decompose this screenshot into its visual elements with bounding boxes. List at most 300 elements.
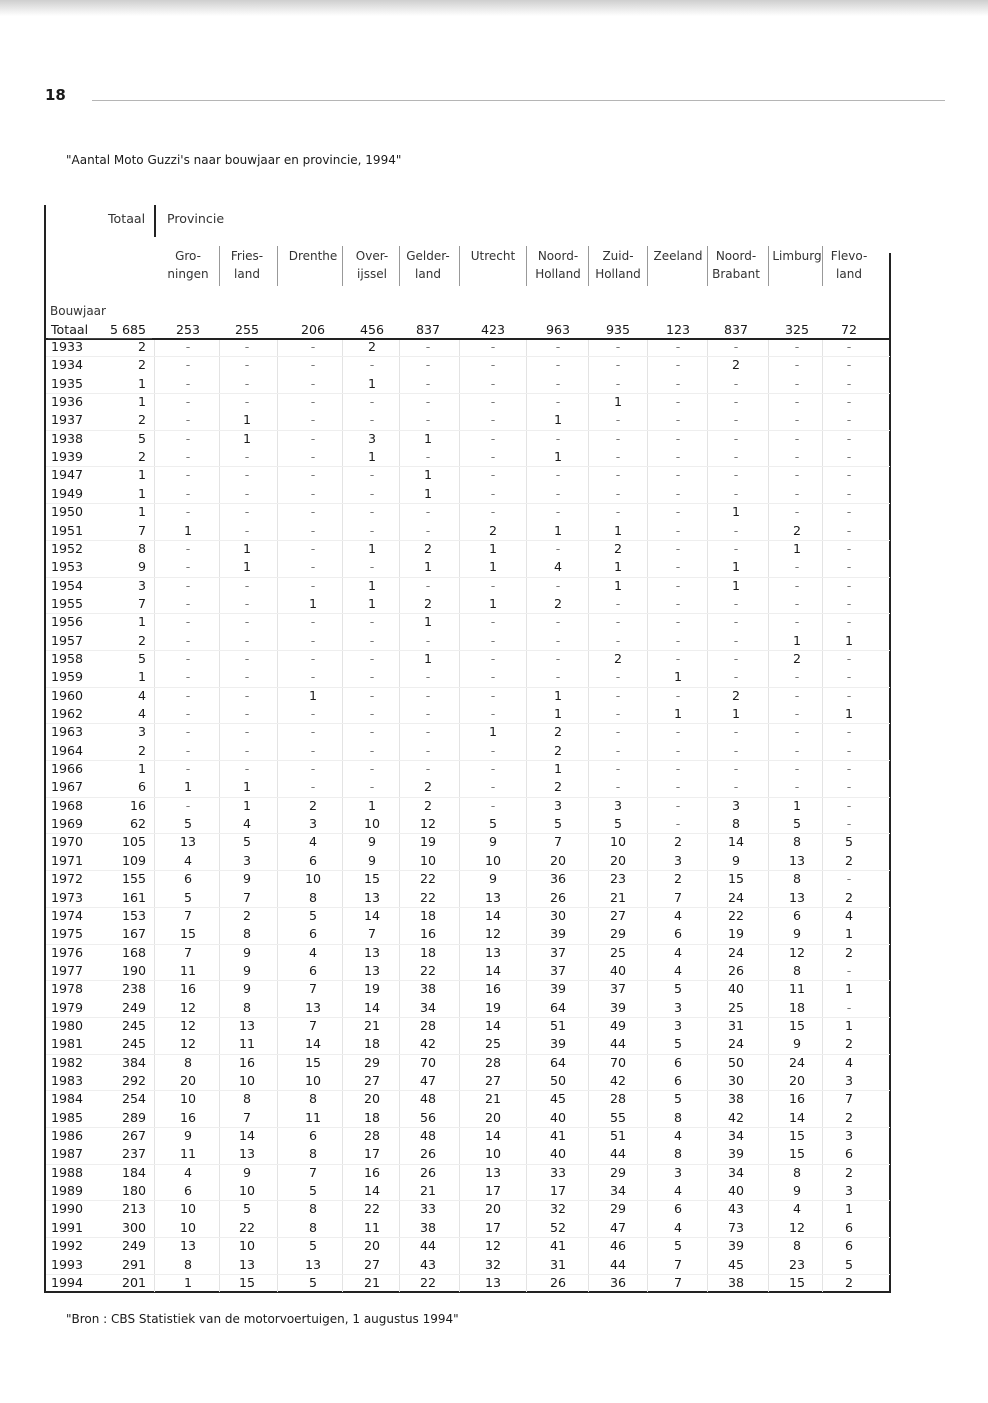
table-row-cell: 39	[727, 1146, 745, 1161]
table-row-year: 1987	[51, 1146, 84, 1161]
total-row-cell: 72	[840, 322, 858, 337]
table-row-cell: -	[369, 614, 375, 629]
table-row-cell: -	[794, 761, 800, 776]
table-row-cell: 13	[484, 1165, 502, 1180]
table-row-cell: 30	[549, 908, 567, 923]
table-row-cell: 6	[308, 926, 317, 941]
table-row-cell: 20	[609, 853, 627, 868]
table-row-cell: -	[185, 743, 191, 758]
table-row-cell: 19	[727, 926, 745, 941]
table-row-cell: -	[675, 376, 681, 391]
table-row-cell: -	[555, 614, 561, 629]
table-row-cell: -	[310, 449, 316, 464]
table-row-cell: 2	[792, 651, 801, 666]
table-row-cell: -	[794, 504, 800, 519]
table-row-cell: 38	[727, 1275, 745, 1290]
table-row-cell: -	[244, 669, 250, 684]
table-row-cell: 22	[419, 871, 437, 886]
table-row-cell: -	[615, 467, 621, 482]
table-row-cell: 21	[363, 1275, 381, 1290]
table-row-cell: 24	[727, 945, 745, 960]
table-row-cell: 9	[183, 1128, 192, 1143]
table-row-cell: 10	[484, 853, 502, 868]
table-row-totaal: 184	[121, 1165, 146, 1180]
table-row-cell: 10	[304, 871, 322, 886]
table-row-cell: 45	[727, 1257, 745, 1272]
table-row-cell: 25	[484, 1036, 502, 1051]
table-row-cell: -	[846, 779, 852, 794]
table-row-cell: 42	[609, 1073, 627, 1088]
table-row-cell: 4	[844, 908, 853, 923]
table-row-year: 1970	[51, 834, 84, 849]
table-row-cell: 13	[238, 1018, 256, 1033]
table-row-cell: -	[675, 761, 681, 776]
table-row-cell: 40	[727, 981, 745, 996]
table-row-cell: -	[490, 578, 496, 593]
table-row-cell: 23	[788, 1257, 806, 1272]
table-row-cell: 6	[308, 853, 317, 868]
table-row-cell: -	[185, 798, 191, 813]
table-row-cell: -	[675, 559, 681, 574]
table-row-cell: 5	[308, 1238, 317, 1253]
table-row-cell: -	[615, 431, 621, 446]
table-row-cell: 8	[308, 1220, 317, 1235]
table-row-totaal: 1	[137, 504, 146, 519]
table-row-cell: 4	[844, 1055, 853, 1070]
table-row-cell: -	[490, 743, 496, 758]
table-row-cell: -	[675, 431, 681, 446]
table-row-cell: 13	[304, 1000, 322, 1015]
table-row-cell: -	[185, 486, 191, 501]
table-row-cell: 20	[484, 1201, 502, 1216]
table-row-cell: 8	[792, 871, 801, 886]
table-row-totaal: 213	[121, 1201, 146, 1216]
table-row-cell: -	[185, 724, 191, 739]
table-row-cell: 22	[419, 963, 437, 978]
table-row-cell: -	[310, 431, 316, 446]
table-row-cell: 2	[423, 779, 432, 794]
table-bottom-border	[44, 1291, 891, 1293]
table-row-cell: -	[555, 669, 561, 684]
table-row-cell: 9	[792, 1183, 801, 1198]
table-row-cell: -	[310, 523, 316, 538]
table-row-cell: -	[846, 651, 852, 666]
table-row-cell: -	[733, 743, 739, 758]
table-row-cell: -	[425, 394, 431, 409]
table-row-cell: 70	[609, 1055, 627, 1070]
table-row-cell: 20	[363, 1238, 381, 1253]
table-row-cell: 4	[308, 834, 317, 849]
table-row-cell: 4	[673, 945, 682, 960]
table-row-cell: 14	[727, 834, 745, 849]
table-row-cell: -	[369, 706, 375, 721]
table-row-cell: -	[425, 449, 431, 464]
table-row-cell: -	[846, 743, 852, 758]
table-row-totaal: 7	[137, 596, 146, 611]
table-row-cell: -	[615, 633, 621, 648]
table-row-totaal: 292	[121, 1073, 146, 1088]
table-row-cell: -	[733, 724, 739, 739]
table-row-cell: 29	[363, 1055, 381, 1070]
table-row-year: 1977	[51, 963, 84, 978]
table-row-cell: -	[733, 376, 739, 391]
table-row-year: 1968	[51, 798, 84, 813]
table-row-cell: -	[846, 523, 852, 538]
table-row-totaal: 267	[121, 1128, 146, 1143]
total-row-totaal: 5 685	[109, 322, 146, 337]
table-row-cell: 37	[549, 963, 567, 978]
table-row-cell: 38	[419, 981, 437, 996]
table-row-cell: 5	[613, 816, 622, 831]
table-row-cell: -	[369, 651, 375, 666]
table-row-cell: -	[615, 486, 621, 501]
table-row-cell: -	[244, 394, 250, 409]
table-row-cell: 16	[788, 1091, 806, 1106]
table-row-cell: -	[185, 688, 191, 703]
table-row-year: 1975	[51, 926, 84, 941]
table-row-totaal: 237	[121, 1146, 146, 1161]
table-row-cell: 3	[242, 853, 251, 868]
table-row-cell: -	[846, 467, 852, 482]
table-row-cell: 1	[553, 449, 562, 464]
table-row-cell: -	[310, 412, 316, 427]
table-row-cell: 11	[179, 963, 197, 978]
table-row-cell: 34	[727, 1165, 745, 1180]
table-row-cell: -	[733, 394, 739, 409]
table-row-cell: -	[425, 357, 431, 372]
table-row-cell: -	[675, 743, 681, 758]
table-row-cell: -	[425, 339, 431, 354]
table-row-cell: 10	[609, 834, 627, 849]
table-row-cell: 2	[844, 1275, 853, 1290]
table-row-cell: -	[846, 412, 852, 427]
table-row-totaal: 1	[137, 614, 146, 629]
column-header-1-line2: land	[234, 267, 260, 281]
table-row-cell: 4	[673, 908, 682, 923]
table-row-cell: -	[555, 467, 561, 482]
table-row-cell: -	[369, 504, 375, 519]
table-row-cell: -	[555, 357, 561, 372]
table-row-cell: 51	[609, 1128, 627, 1143]
table-row-cell: -	[846, 724, 852, 739]
table-row-cell: 6	[308, 963, 317, 978]
table-row-cell: 39	[549, 981, 567, 996]
table-row-cell: 10	[238, 1183, 256, 1198]
row-rule	[46, 723, 890, 724]
table-row-cell: 3	[673, 1165, 682, 1180]
table-row-cell: -	[369, 779, 375, 794]
header-bouwjaar: Bouwjaar	[50, 304, 106, 318]
table-row-year: 1936	[51, 394, 84, 409]
table-row-cell: 1	[792, 541, 801, 556]
table-row-cell: 26	[549, 1275, 567, 1290]
table-row-cell: -	[675, 596, 681, 611]
table-row-cell: -	[555, 504, 561, 519]
table-row-totaal: 7	[137, 523, 146, 538]
table-row-cell: 36	[609, 1275, 627, 1290]
table-right-border	[889, 253, 891, 1292]
table-row-totaal: 1	[137, 669, 146, 684]
table-row-cell: 1	[731, 578, 740, 593]
row-rule	[46, 1200, 890, 1201]
table-row-cell: -	[555, 651, 561, 666]
table-row-totaal: 254	[121, 1091, 146, 1106]
table-row-cell: 11	[238, 1036, 256, 1051]
table-row-cell: -	[244, 743, 250, 758]
table-row-cell: -	[794, 394, 800, 409]
table-row-cell: 8	[673, 1146, 682, 1161]
row-rule	[46, 870, 890, 871]
table-row-cell: 3	[613, 798, 622, 813]
row-rule	[46, 1127, 890, 1128]
table-row-cell: 37	[549, 945, 567, 960]
table-row-cell: 1	[792, 633, 801, 648]
table-row-cell: 5	[844, 834, 853, 849]
table-row-cell: 4	[242, 816, 251, 831]
table-row-cell: 28	[609, 1091, 627, 1106]
table-row-cell: 14	[304, 1036, 322, 1051]
table-row-cell: -	[675, 633, 681, 648]
table-row-cell: 3	[673, 853, 682, 868]
table-row-cell: -	[794, 779, 800, 794]
total-row-cell: 255	[234, 322, 260, 337]
table-row-cell: -	[244, 523, 250, 538]
table-row-cell: 1	[553, 523, 562, 538]
column-header-11-line2: land	[836, 267, 862, 281]
table-row-cell: 4	[183, 1165, 192, 1180]
header-provincie: Provincie	[167, 211, 225, 226]
table-row-cell: 1	[308, 688, 317, 703]
table-row-cell: 1	[792, 798, 801, 813]
table-row-cell: -	[675, 614, 681, 629]
table-row-cell: 3	[673, 1000, 682, 1015]
table-row-cell: 17	[363, 1146, 381, 1161]
table-row-cell: 27	[363, 1073, 381, 1088]
table-row-cell: -	[846, 816, 852, 831]
table-row-cell: 43	[727, 1201, 745, 1216]
table-row-cell: -	[794, 376, 800, 391]
table-row-cell: 2	[613, 651, 622, 666]
table-row-cell: -	[490, 779, 496, 794]
table-row-year: 1957	[51, 633, 84, 648]
table-row-year: 1978	[51, 981, 84, 996]
table-row-cell: -	[675, 449, 681, 464]
table-row-year: 1959	[51, 669, 84, 684]
table-row-cell: 1	[308, 596, 317, 611]
table-row-cell: -	[244, 486, 250, 501]
table-row-cell: 12	[179, 1000, 197, 1015]
table-row-totaal: 4	[137, 706, 146, 721]
table-row-cell: 14	[363, 908, 381, 923]
table-row-cell: 1	[731, 559, 740, 574]
total-row-cell: 837	[415, 322, 441, 337]
table-row-cell: 1	[844, 706, 853, 721]
table-row-cell: 14	[363, 1183, 381, 1198]
table-row-totaal: 6	[137, 779, 146, 794]
table-row-cell: 2	[731, 688, 740, 703]
table-row-cell: 9	[488, 871, 497, 886]
table-row-cell: -	[369, 669, 375, 684]
table-row-cell: -	[185, 669, 191, 684]
table-row-year: 1983	[51, 1073, 84, 1088]
table-row-cell: 50	[727, 1055, 745, 1070]
table-row-cell: 7	[242, 890, 251, 905]
row-rule	[46, 797, 890, 798]
table-row-cell: 1	[613, 578, 622, 593]
table-row-year: 1938	[51, 431, 84, 446]
table-row-cell: 2	[844, 945, 853, 960]
table-row-cell: 5	[183, 816, 192, 831]
table-row-cell: 27	[363, 1257, 381, 1272]
table-row-cell: -	[244, 504, 250, 519]
table-row-totaal: 1	[137, 761, 146, 776]
table-row-cell: -	[490, 339, 496, 354]
table-row-cell: -	[794, 706, 800, 721]
table-row-cell: 4	[673, 1128, 682, 1143]
table-row-cell: -	[490, 486, 496, 501]
table-row-cell: 8	[183, 1055, 192, 1070]
table-row-cell: -	[794, 688, 800, 703]
table-row-cell: 9	[367, 853, 376, 868]
table-row-cell: 47	[419, 1073, 437, 1088]
table-row-cell: -	[310, 541, 316, 556]
table-row-cell: 25	[727, 1000, 745, 1015]
table-row-cell: -	[369, 412, 375, 427]
table-row-totaal: 3	[137, 724, 146, 739]
table-row-cell: 4	[183, 853, 192, 868]
table-row-cell: -	[675, 412, 681, 427]
table-row-cell: 26	[549, 890, 567, 905]
table-row-cell: 2	[242, 908, 251, 923]
table-row-cell: 26	[419, 1165, 437, 1180]
table-row-cell: -	[369, 357, 375, 372]
table-row-cell: 13	[179, 1238, 197, 1253]
table-row-cell: 4	[673, 963, 682, 978]
table-row-cell: -	[675, 541, 681, 556]
table-row-cell: 36	[549, 871, 567, 886]
table-row-cell: -	[490, 633, 496, 648]
table-row-cell: -	[185, 394, 191, 409]
table-row-cell: 2	[844, 1110, 853, 1125]
table-row-cell: 33	[549, 1165, 567, 1180]
table-row-cell: 22	[363, 1201, 381, 1216]
table-row-cell: -	[185, 449, 191, 464]
table-row-cell: -	[675, 688, 681, 703]
table-row-year: 1992	[51, 1238, 84, 1253]
table-row-cell: 2	[613, 541, 622, 556]
table-row-cell: -	[846, 688, 852, 703]
table-row-cell: 48	[419, 1091, 437, 1106]
table-row-totaal: 2	[137, 412, 146, 427]
table-row-cell: 32	[484, 1257, 502, 1272]
row-rule	[46, 1274, 890, 1275]
table-row-cell: -	[794, 486, 800, 501]
table-row-cell: 6	[844, 1238, 853, 1253]
table-row-cell: 39	[549, 1036, 567, 1051]
total-row-year: Totaal	[51, 322, 89, 337]
table-row-cell: -	[794, 339, 800, 354]
table-row-cell: 14	[484, 1018, 502, 1033]
table-row-cell: 3	[673, 1018, 682, 1033]
table-row-totaal: 249	[121, 1238, 146, 1253]
table-row-cell: -	[794, 412, 800, 427]
row-rule	[46, 1054, 890, 1055]
table-row-cell: -	[733, 412, 739, 427]
table-row-cell: 6	[673, 926, 682, 941]
table-row-cell: 21	[363, 1018, 381, 1033]
table-row-cell: 29	[609, 1201, 627, 1216]
body-divider-3	[342, 340, 343, 1292]
header-totaal: Totaal	[108, 211, 146, 226]
body-divider-0	[154, 340, 155, 1292]
table-row-cell: 20	[179, 1073, 197, 1088]
table-row-cell: -	[615, 339, 621, 354]
table-row-cell: 9	[242, 871, 251, 886]
table-row-cell: 1	[488, 596, 497, 611]
table-row-cell: 4	[673, 1220, 682, 1235]
table-row-cell: 2	[844, 1165, 853, 1180]
row-rule	[46, 650, 890, 651]
table-row-cell: 21	[609, 890, 627, 905]
page-number: 18	[45, 86, 66, 104]
table-row-cell: -	[185, 504, 191, 519]
table-row-totaal: 155	[121, 871, 146, 886]
table-row-year: 1969	[51, 816, 84, 831]
table-row-cell: -	[733, 431, 739, 446]
table-row-cell: -	[425, 706, 431, 721]
table-row-year: 1951	[51, 523, 84, 538]
table-row-cell: -	[733, 486, 739, 501]
table-row-cell: 10	[304, 1073, 322, 1088]
table-row-year: 1933	[51, 339, 84, 354]
table-row-cell: -	[425, 412, 431, 427]
table-row-cell: 6	[844, 1146, 853, 1161]
table-row-cell: 8	[792, 1238, 801, 1253]
table-row-cell: -	[490, 467, 496, 482]
table-row-cell: 10	[484, 1146, 502, 1161]
table-row-cell: 13	[363, 890, 381, 905]
table-row-cell: 17	[484, 1220, 502, 1235]
table-row-cell: -	[490, 449, 496, 464]
table-row-cell: 18	[788, 1000, 806, 1015]
table-row-cell: -	[846, 614, 852, 629]
table-row-cell: 18	[363, 1110, 381, 1125]
table-row-cell: -	[490, 688, 496, 703]
table-row-cell: 27	[609, 908, 627, 923]
table-row-totaal: 16	[129, 798, 146, 813]
column-header-3-line1: Over-	[355, 249, 389, 263]
table-row-cell: -	[490, 614, 496, 629]
column-header-9-line1: Noord-	[715, 249, 757, 263]
table-row-cell: 9	[792, 1036, 801, 1051]
table-row-cell: 7	[673, 890, 682, 905]
table-row-cell: 38	[727, 1091, 745, 1106]
table-row-cell: -	[794, 724, 800, 739]
table-row-cell: -	[615, 449, 621, 464]
table-row-cell: 16	[179, 981, 197, 996]
table-row-totaal: 249	[121, 1000, 146, 1015]
table-row-totaal: 2	[137, 357, 146, 372]
table-row-cell: -	[675, 779, 681, 794]
table-row-cell: 21	[419, 1183, 437, 1198]
table-row-cell: 26	[727, 963, 745, 978]
table-row-cell: 7	[308, 1018, 317, 1033]
table-row-cell: 2	[844, 890, 853, 905]
column-header-0-line1: Gro-	[175, 249, 201, 263]
table-row-cell: -	[369, 523, 375, 538]
table-row-totaal: 2	[137, 339, 146, 354]
table-row-cell: 6	[308, 1128, 317, 1143]
